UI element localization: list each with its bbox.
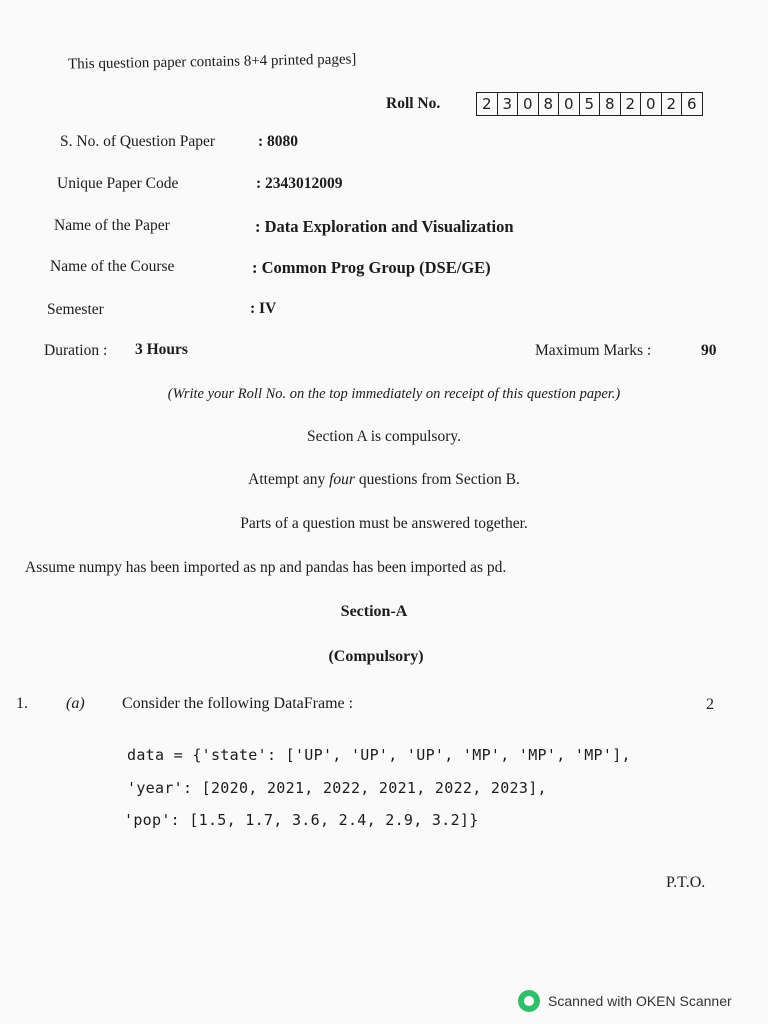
question-text: Consider the following DataFrame : — [122, 695, 354, 712]
roll-digit: 6 — [686, 95, 697, 113]
roll-digit: 8 — [539, 93, 560, 115]
sno-label: S. No. of Question Paper — [60, 133, 215, 150]
question-marks: 2 — [706, 696, 714, 713]
code-line-2: 'year': [2020, 2021, 2022, 2021, 2022, 2023], — [127, 779, 547, 797]
upc-label: Unique Paper Code — [57, 175, 179, 192]
roll-instruction: (Write your Roll No. on the top immediately on receipt of this question paper.) — [167, 386, 621, 402]
code-line-3: 'pop': [1.5, 1.7, 3.6, 2.4, 2.9, 3.2]} — [124, 811, 479, 829]
scanner-text: Scanned with OKEN Scanner — [548, 993, 732, 1009]
roll-label: Roll No. — [386, 95, 441, 112]
attempt-prefix: Attempt any — [248, 471, 326, 488]
duration-value: 3 Hours — [135, 341, 188, 358]
question-number: 1. — [16, 695, 28, 712]
instruction-section-a: Section A is compulsory. — [307, 428, 461, 445]
paper-label: Name of the Paper — [54, 217, 170, 234]
sno-value: : 8080 — [258, 133, 299, 150]
duration-label: Duration : — [44, 342, 108, 359]
pages-note: This question paper contains 8+4 printed pages] — [67, 51, 357, 73]
attempt-count: four — [329, 471, 355, 488]
roll-digit: 0 — [559, 93, 580, 115]
scanner-watermark — [518, 990, 732, 1012]
course-value: : Common Prog Group (DSE/GE) — [252, 258, 491, 277]
roll-digit: 2 — [621, 93, 642, 115]
instruction-parts: Parts of a question must be answered together. — [240, 515, 528, 532]
roll-digit: 2 — [477, 93, 498, 115]
attempt-suffix: questions from Section B. — [358, 471, 520, 488]
course-label: Name of the Course — [50, 258, 175, 275]
marks-label: Maximum Marks : — [535, 342, 652, 359]
upc-value: : 2343012009 — [256, 175, 343, 192]
roll-digit: 0 — [518, 93, 539, 115]
roll-digit: 0 — [641, 93, 662, 115]
instruction-imports: Assume numpy has been imported as np and pandas has been imported as pd. — [25, 559, 507, 576]
roll-digit: 3 — [498, 93, 519, 115]
roll-number-boxes — [476, 92, 703, 116]
marks-value: 90 — [701, 342, 717, 359]
semester-label: Semester — [47, 301, 104, 318]
roll-digit: 5 — [580, 93, 601, 115]
section-subtitle: (Compulsory) — [328, 648, 424, 665]
code-line-1: data = {'state': ['UP', 'UP', 'UP', 'MP', 'MP', 'MP'], — [127, 746, 631, 764]
roll-digit: 2 — [662, 93, 683, 115]
pto-text: P.T.O. — [666, 874, 706, 891]
question-part: (a) — [66, 695, 85, 712]
instruction-attempt — [0, 471, 768, 489]
roll-digit: 8 — [600, 93, 621, 115]
scanner-logo-icon — [518, 990, 540, 1012]
semester-value: : IV — [250, 300, 277, 317]
section-title: Section-A — [340, 603, 408, 620]
paper-value: : Data Exploration and Visualization — [255, 217, 514, 236]
